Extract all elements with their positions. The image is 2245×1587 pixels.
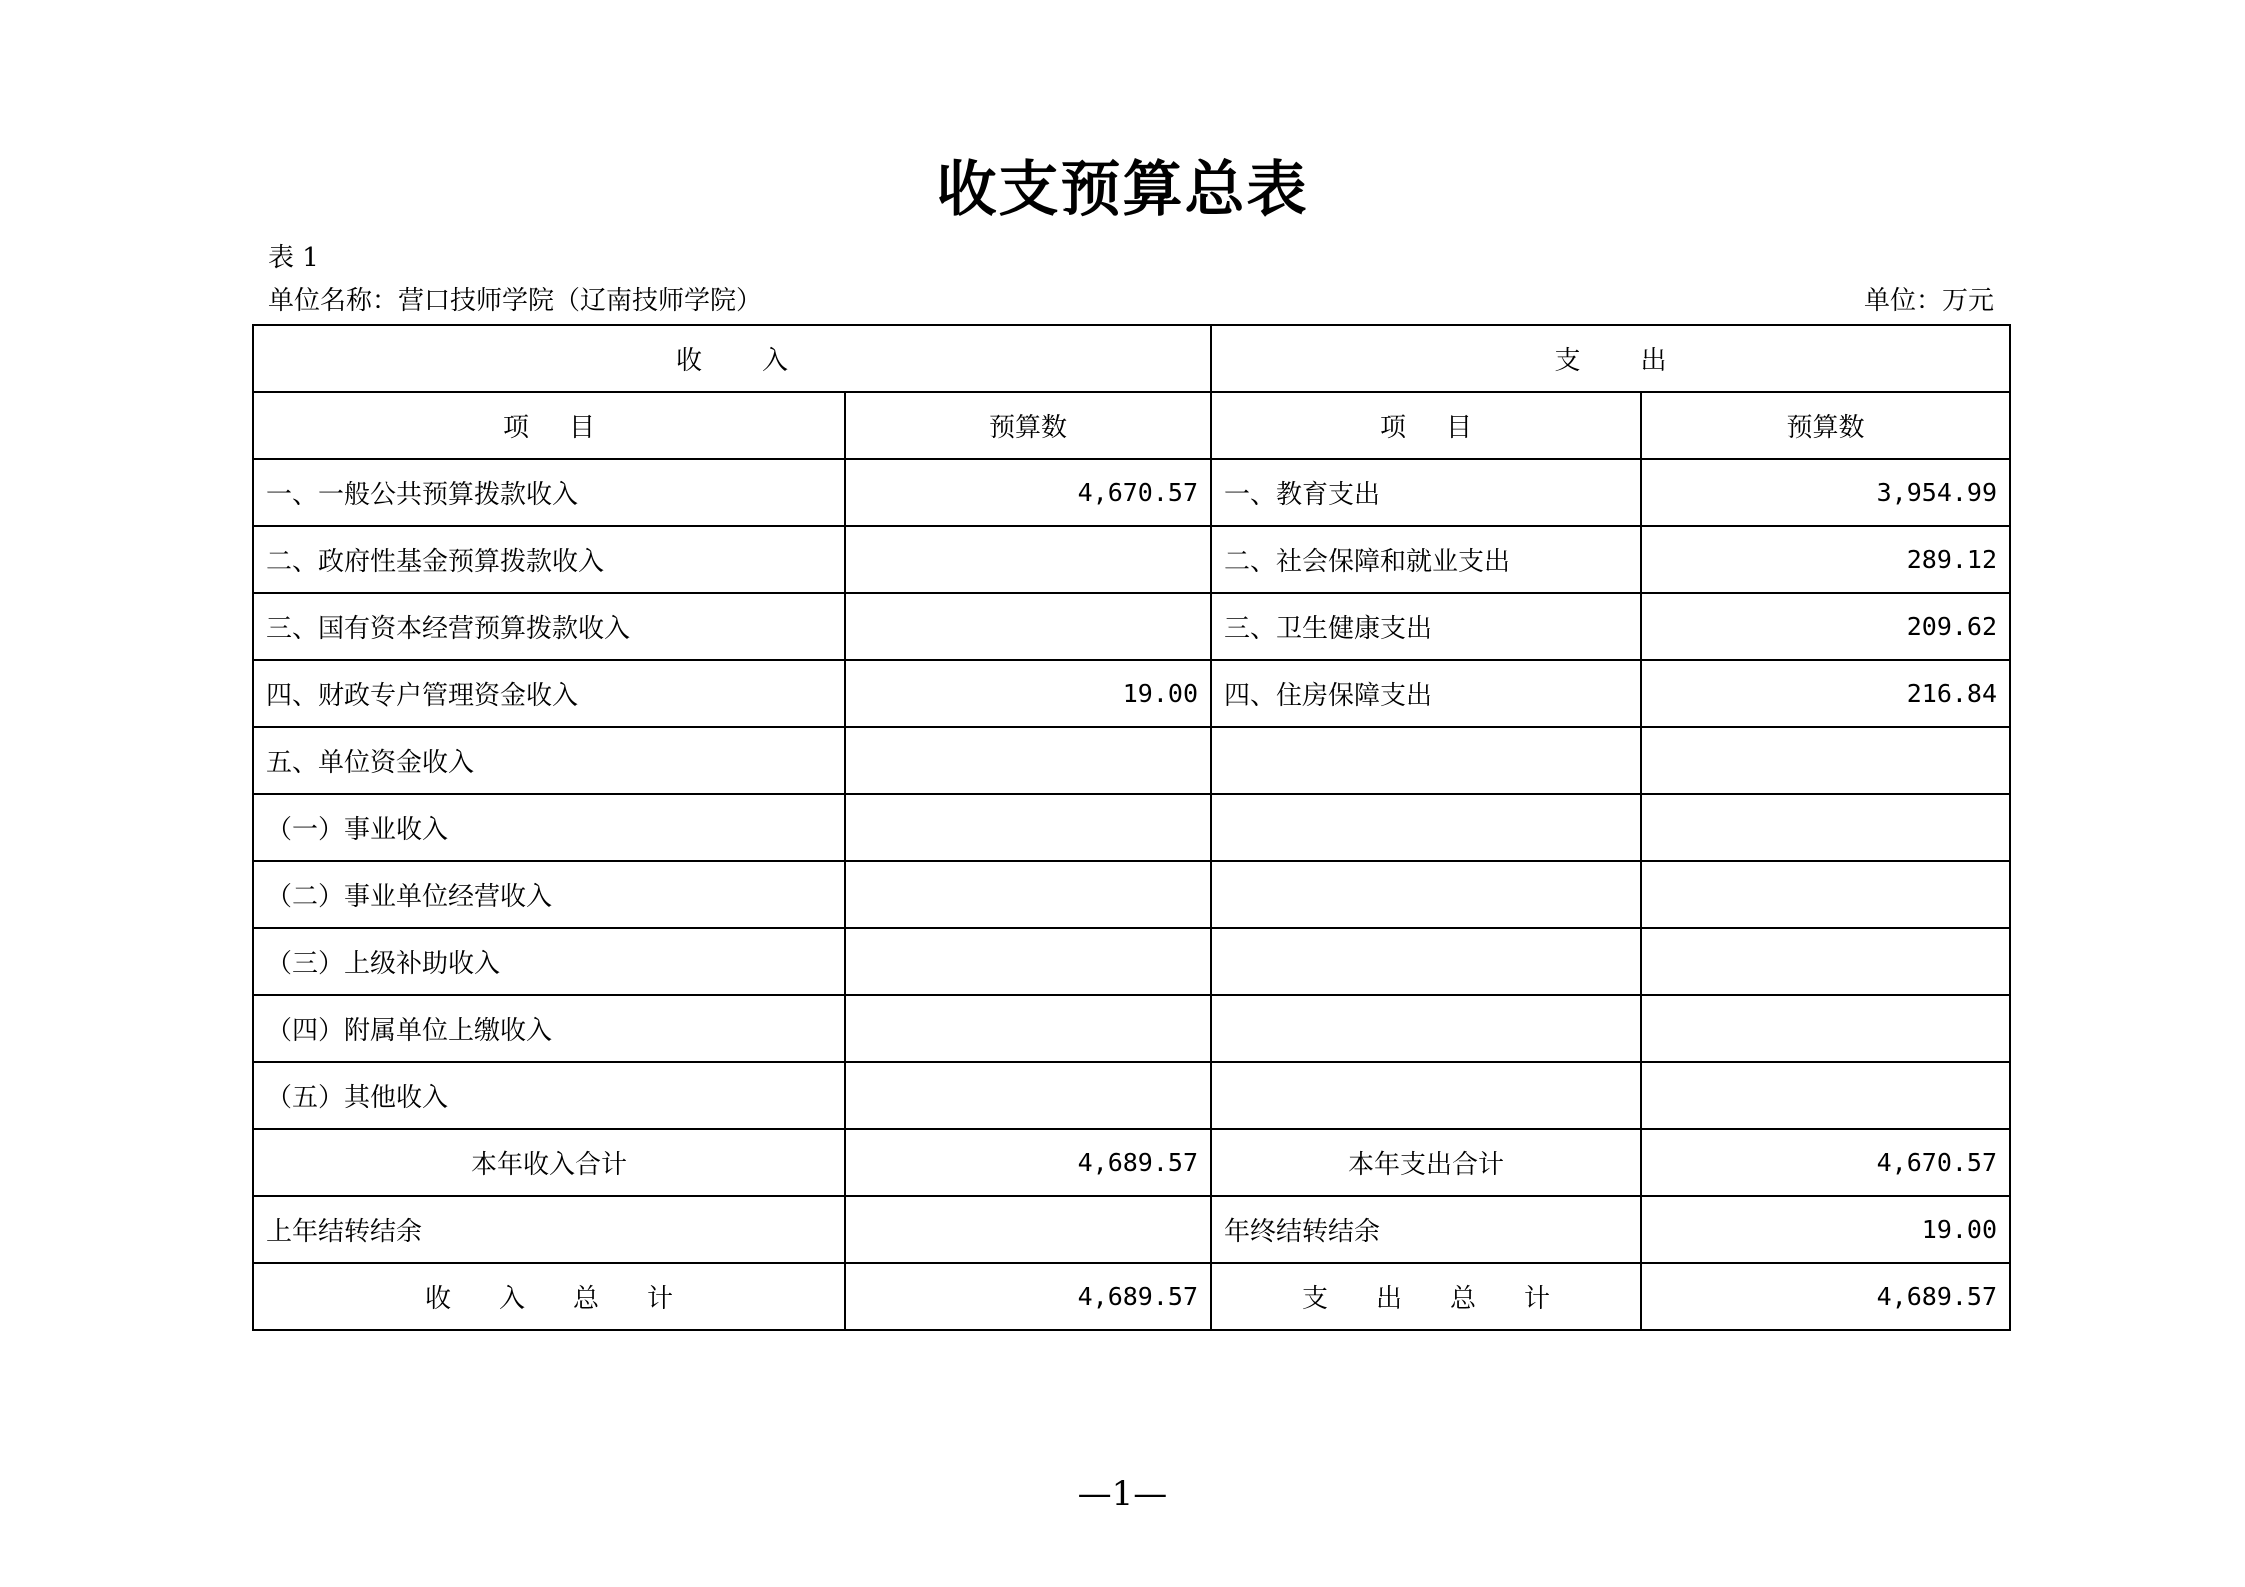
column-header-row [253,392,2010,459]
income-value [845,861,1211,928]
income-value [845,526,1211,593]
expense-item [1211,727,1641,794]
table-row [253,1062,2010,1129]
expense-grand-total-label: 支出总计 [1211,1263,1641,1330]
expense-carryover-value: 19.00 [1641,1196,2010,1263]
income-grand-total-value: 4,689.57 [845,1263,1211,1330]
income-item: 五、单位资金收入 [253,727,845,794]
expense-item [1211,928,1641,995]
table-row [253,660,2010,727]
income-value: 19.00 [845,660,1211,727]
income-value [845,593,1211,660]
expense-item [1211,861,1641,928]
expense-value [1641,794,2010,861]
expense-header: 支出 [1211,325,2010,392]
expense-value [1641,928,2010,995]
table-row [253,593,2010,660]
income-item: （二）事业单位经营收入 [253,861,845,928]
income-budget-header: 预算数 [845,392,1211,459]
table-row [253,861,2010,928]
income-item: （四）附属单位上缴收入 [253,995,845,1062]
income-item: （三）上级补助收入 [253,928,845,995]
expense-value [1641,861,2010,928]
income-item: （五）其他收入 [253,1062,845,1129]
income-value [845,1062,1211,1129]
income-item: （一）事业收入 [253,794,845,861]
table-row [253,459,2010,526]
expense-value [1641,995,2010,1062]
expense-item [1211,794,1641,861]
income-carryover-value [845,1196,1211,1263]
income-item: 四、财政专户管理资金收入 [253,660,845,727]
page-number: —1— [1077,1474,1168,1514]
currency-unit: 单位：万元 [1863,286,1994,316]
income-value [845,928,1211,995]
expense-value [1641,727,2010,794]
table-row [253,995,2010,1062]
unit-name: 单位名称：营口技师学院（辽南技师学院） [268,286,763,316]
income-value [845,995,1211,1062]
income-item: 一、一般公共预算拨款收入 [253,459,845,526]
income-value: 4,670.57 [845,459,1211,526]
table-row [253,794,2010,861]
income-item: 二、政府性基金预算拨款收入 [253,526,845,593]
income-value [845,794,1211,861]
expense-item: 三、卫生健康支出 [1211,593,1641,660]
income-year-total-value: 4,689.57 [845,1129,1211,1196]
expense-year-total-value: 4,670.57 [1641,1129,2010,1196]
expense-budget-header: 预算数 [1641,392,2010,459]
carryover-row [253,1196,2010,1263]
income-value [845,727,1211,794]
expense-item: 一、教育支出 [1211,459,1641,526]
expense-year-total-label: 本年支出合计 [1211,1129,1641,1196]
income-grand-total-label: 收入总计 [253,1263,845,1330]
income-item: 三、国有资本经营预算拨款收入 [253,593,845,660]
expense-value: 209.62 [1641,593,2010,660]
section-header-row [253,325,2010,392]
grand-total-row [253,1263,2010,1330]
expense-value [1641,1062,2010,1129]
table-row [253,526,2010,593]
expense-item [1211,995,1641,1062]
expense-item: 二、社会保障和就业支出 [1211,526,1641,593]
expense-carryover-label: 年终结转结余 [1211,1196,1641,1263]
expense-item: 四、住房保障支出 [1211,660,1641,727]
income-carryover-label: 上年结转结余 [253,1196,845,1263]
year-total-row [253,1129,2010,1196]
expense-value: 289.12 [1641,526,2010,593]
budget-table [252,324,2011,1331]
income-year-total-label: 本年收入合计 [253,1129,845,1196]
expense-value: 216.84 [1641,660,2010,727]
table-number: 表 1 [268,243,319,273]
page-title: 收支预算总表 [936,155,1309,225]
income-item-header: 项目 [253,392,845,459]
expense-value: 3,954.99 [1641,459,2010,526]
expense-grand-total-value: 4,689.57 [1641,1263,2010,1330]
table-row [253,928,2010,995]
table-row [253,727,2010,794]
income-header: 收入 [253,325,1211,392]
expense-item [1211,1062,1641,1129]
expense-item-header: 项目 [1211,392,1641,459]
